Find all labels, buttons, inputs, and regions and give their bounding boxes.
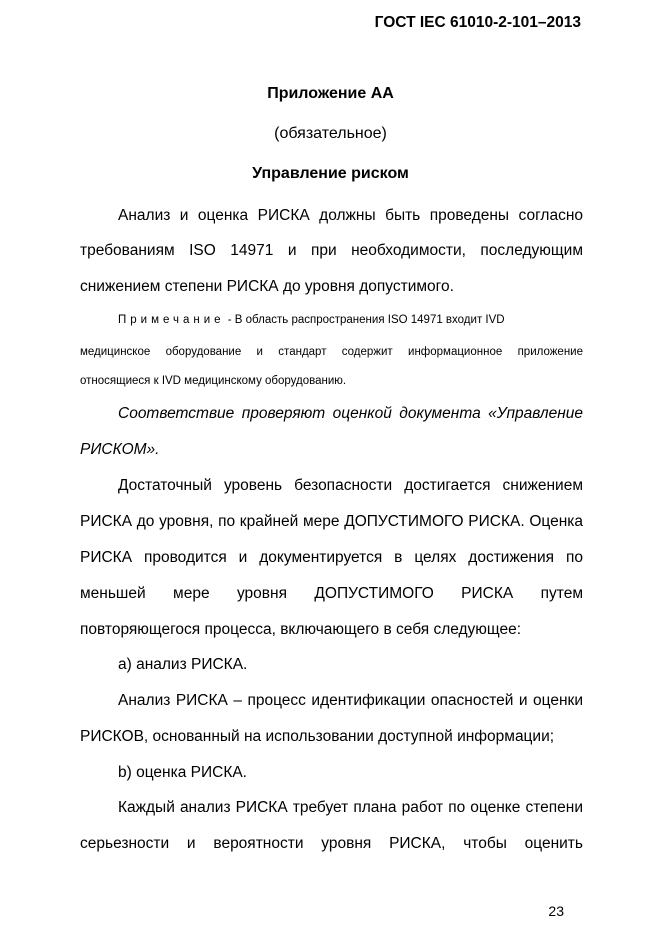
standard-header: ГОСТ IEC 61010-2-101–2013 (374, 14, 581, 31)
compliance-line: Соответствие проверяют оценкой документа «Управление (118, 405, 583, 422)
body-line: Анализ и оценка РИСКА должны быть проведены согласно (118, 207, 583, 224)
appendix-title: Приложение АА (267, 85, 394, 102)
note-text: - В область распространения ISO 14971 входит IVD (224, 314, 505, 326)
page-number: 23 (548, 903, 564, 919)
body-line: РИСКА до уровня, по крайней мере ДОПУСТИМОГО РИСКА. Оценка (80, 513, 583, 530)
body-line: Каждый анализ РИСКА требует плана работ по оценке степени (118, 799, 583, 816)
note-line: относящиеся к IVD медицинскому оборудованию. (80, 375, 347, 387)
body-line: серьезности и вероятности уровня РИСКА, чтобы оценить (80, 835, 583, 852)
body-line: РИСКОВ, основанный на использовании доступной информации; (80, 728, 555, 745)
appendix-subject: Управление риском (252, 165, 409, 182)
body-line: меньшей мере уровня ДОПУСТИМОГО РИСКА путем (80, 585, 583, 602)
note-line (118, 314, 583, 326)
body-line: снижением степени РИСКА до уровня допустимого. (80, 278, 454, 295)
note-line: медицинское оборудование и стандарт содержит информационное приложение (80, 346, 583, 358)
body-line: требованиям ISO 14971 и при необходимости, последующим (80, 242, 583, 259)
list-item: а) анализ РИСКА. (118, 656, 248, 673)
list-item: b) оценка РИСКА. (118, 764, 247, 781)
compliance-line: РИСКОМ». (80, 441, 160, 458)
note-label: Примечание (118, 314, 225, 326)
body-line: РИСКА проводится и документируется в целях достижения по (80, 549, 583, 566)
body-line: повторяющегося процесса, включающего в себя следующее: (80, 621, 522, 638)
body-line: Анализ РИСКА – процесс идентификации опасностей и оценки (118, 692, 583, 709)
appendix-status: (обязательное) (274, 125, 387, 142)
body-line: Достаточный уровень безопасности достигается снижением (118, 477, 583, 494)
